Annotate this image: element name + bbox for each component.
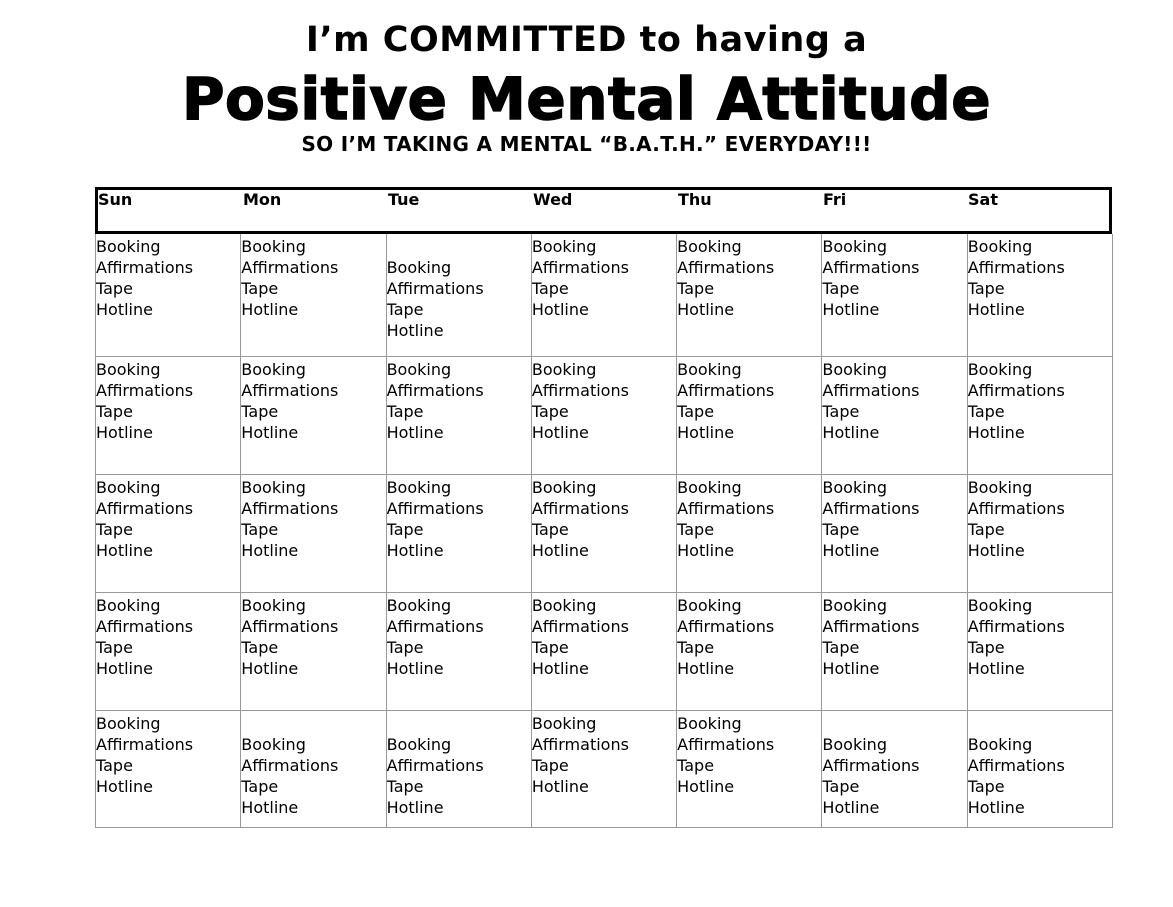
checklist-item: Booking — [677, 360, 742, 379]
checklist-item: Affirmations — [531, 499, 629, 518]
checklist-item: Tape — [822, 520, 860, 539]
checklist-item: Tape — [386, 300, 424, 319]
checklist-item: Tape — [967, 402, 1005, 421]
checklist-item: Affirmations — [241, 258, 339, 277]
checklist-item: Affirmations — [677, 258, 775, 277]
day-cell — [822, 593, 967, 711]
day-cell — [241, 711, 386, 828]
checklist-item: Hotline — [241, 423, 299, 442]
checklist-item: Tape — [241, 777, 279, 796]
checklist-item: Booking — [822, 360, 887, 379]
checklist-item: Tape — [677, 520, 715, 539]
day-cell — [822, 234, 967, 357]
day-cell — [96, 234, 241, 357]
checklist-item: Booking — [967, 596, 1033, 615]
day-cell — [241, 475, 386, 593]
checklist-item: Affirmations — [531, 258, 629, 277]
checklist-item: Booking — [96, 478, 161, 497]
checklist-item: Tape — [531, 520, 569, 539]
checklist-item: Affirmations — [677, 381, 775, 400]
checklist-item: Affirmations — [967, 499, 1065, 518]
checklist-item: Booking — [386, 735, 452, 754]
checklist-item: Affirmations — [531, 617, 629, 636]
day-cell — [677, 234, 822, 357]
checklist-item: Affirmations — [822, 499, 920, 518]
checklist-item: Affirmations — [967, 381, 1065, 400]
checklist-item: Booking — [386, 478, 452, 497]
checklist-item: Affirmations — [822, 258, 920, 277]
checklist-item: Affirmations — [386, 499, 484, 518]
checklist-item: Booking — [677, 478, 742, 497]
checklist-item: Tape — [822, 402, 860, 421]
checklist-item: Hotline — [531, 659, 589, 678]
checklist-item: Tape — [241, 279, 279, 298]
checklist-item: Hotline — [822, 423, 880, 442]
checklist-item: Tape — [822, 777, 860, 796]
checklist-item: Tape — [677, 402, 715, 421]
checklist-item: Tape — [241, 520, 279, 539]
checklist-item: Booking — [96, 360, 161, 379]
day-cell — [532, 593, 677, 711]
checklist-item: Tape — [531, 638, 569, 657]
title-line-2: Positive Mental Attitude — [181, 65, 992, 133]
checklist-item: Hotline — [386, 321, 444, 340]
calendar-header-row — [95, 187, 1112, 234]
checklist-item: Booking — [531, 360, 597, 379]
day-cell — [532, 357, 677, 475]
checklist-item: Tape — [967, 279, 1005, 298]
checklist-item: Affirmations — [822, 756, 920, 775]
checklist-item: Hotline — [677, 659, 735, 678]
day-cell — [387, 357, 532, 475]
checklist-item: Hotline — [96, 423, 153, 442]
checklist-item: Hotline — [531, 541, 589, 560]
checklist-item: Hotline — [967, 300, 1025, 319]
day-cell — [241, 234, 386, 357]
checklist-item: Hotline — [386, 659, 444, 678]
calendar-grid — [95, 234, 1112, 828]
checklist-item: Booking — [822, 237, 887, 256]
checklist-item: Affirmations — [822, 617, 920, 636]
checklist-item: Hotline — [386, 423, 444, 442]
day-cell — [96, 357, 241, 475]
checklist-item: Hotline — [967, 423, 1025, 442]
day-cell — [532, 234, 677, 357]
checklist-item: Hotline — [677, 541, 735, 560]
checklist-item: Booking — [531, 714, 597, 733]
checklist-item: Tape — [96, 756, 133, 775]
checklist-item: Tape — [677, 279, 715, 298]
checklist-item: Booking — [967, 478, 1033, 497]
day-name-sat: Sat — [968, 190, 998, 209]
checklist-item: Booking — [967, 735, 1033, 754]
checklist-item: Affirmations — [822, 381, 920, 400]
checklist-item: Affirmations — [386, 617, 484, 636]
checklist-item: Affirmations — [967, 617, 1065, 636]
checklist-item: Booking — [967, 360, 1033, 379]
checklist-item: Hotline — [967, 659, 1025, 678]
checklist-item: Hotline — [96, 777, 153, 796]
checklist-item: Tape — [241, 638, 279, 657]
checklist-item: Tape — [677, 638, 715, 657]
checklist-item: Booking — [531, 478, 597, 497]
checklist-item: Hotline — [531, 777, 589, 796]
checklist-item: Booking — [241, 596, 306, 615]
day-name-sun: Sun — [98, 190, 133, 209]
checklist-item: Hotline — [96, 659, 153, 678]
day-name-wed: Wed — [533, 190, 573, 209]
checklist-item: Booking — [96, 714, 161, 733]
calendar — [95, 187, 1112, 828]
day-cell — [96, 475, 241, 593]
checklist-item: Hotline — [677, 777, 735, 796]
checklist-item: Affirmations — [967, 258, 1065, 277]
day-cell — [968, 475, 1113, 593]
checklist-item: Affirmations — [386, 279, 484, 298]
day-cell — [677, 593, 822, 711]
checklist-item: Hotline — [677, 300, 735, 319]
checklist-item: Booking — [241, 237, 306, 256]
checklist-item: Hotline — [531, 423, 589, 442]
day-cell — [387, 475, 532, 593]
checklist-item: Tape — [96, 279, 133, 298]
checklist-item: Booking — [241, 478, 306, 497]
day-name-thu: Thu — [678, 190, 712, 209]
checklist-item: Booking — [677, 237, 742, 256]
checklist-item: Booking — [386, 596, 452, 615]
checklist-item: Hotline — [241, 300, 299, 319]
day-cell — [532, 475, 677, 593]
checklist-item: Hotline — [386, 541, 444, 560]
checklist-item: Hotline — [241, 541, 299, 560]
checklist-item: Affirmations — [96, 258, 194, 277]
checklist-item: Hotline — [677, 423, 735, 442]
checklist-item: Booking — [386, 258, 452, 277]
title-line-1: I’m COMMITTED to having a — [305, 20, 868, 60]
checklist-item: Affirmations — [677, 617, 775, 636]
checklist-item: Hotline — [822, 798, 880, 817]
checklist-item: Booking — [531, 596, 597, 615]
day-cell — [822, 711, 967, 828]
checklist-item: Hotline — [822, 659, 880, 678]
checklist-item: Affirmations — [531, 381, 629, 400]
day-cell — [241, 357, 386, 475]
title-line-3: SO I’M TAKING A MENTAL “B.A.T.H.” EVERYDAY!!! — [301, 132, 872, 156]
checklist-item: Booking — [96, 237, 161, 256]
checklist-item: Tape — [822, 279, 860, 298]
checklist-item: Affirmations — [241, 499, 339, 518]
checklist-item: Affirmations — [677, 735, 775, 754]
day-name-fri: Fri — [823, 190, 847, 209]
checklist-item: Tape — [967, 520, 1005, 539]
checklist-item: Booking — [822, 596, 887, 615]
checklist-item: Tape — [386, 520, 424, 539]
checklist-item: Hotline — [531, 300, 589, 319]
checklist-item: Booking — [822, 735, 887, 754]
checklist-item: Tape — [531, 756, 569, 775]
checklist-item: Hotline — [96, 300, 153, 319]
checklist-item: Tape — [96, 402, 133, 421]
checklist-item: Booking — [967, 237, 1033, 256]
checklist-item: Tape — [822, 638, 860, 657]
checklist-item: Tape — [531, 279, 569, 298]
checklist-item: Affirmations — [96, 381, 194, 400]
day-cell — [968, 357, 1113, 475]
day-cell — [822, 475, 967, 593]
checklist-item: Tape — [96, 638, 133, 657]
checklist-item: Hotline — [241, 659, 299, 678]
checklist-item: Tape — [531, 402, 569, 421]
checklist-item: Affirmations — [96, 735, 194, 754]
day-cell — [968, 593, 1113, 711]
checklist-item: Booking — [531, 237, 597, 256]
day-cell — [96, 711, 241, 828]
day-cell — [387, 234, 532, 357]
checklist-item: Affirmations — [96, 617, 194, 636]
day-cell — [677, 711, 822, 828]
checklist-item: Hotline — [822, 541, 880, 560]
day-cell — [968, 711, 1113, 828]
day-cell — [387, 593, 532, 711]
day-cell — [677, 475, 822, 593]
checklist-item: Tape — [677, 756, 715, 775]
checklist-item: Booking — [96, 596, 161, 615]
checklist-item: Booking — [241, 360, 306, 379]
checklist-item: Hotline — [822, 300, 880, 319]
checklist-item: Affirmations — [386, 756, 484, 775]
day-cell — [241, 593, 386, 711]
checklist-item: Hotline — [967, 541, 1025, 560]
day-cell — [387, 711, 532, 828]
checklist-item: Booking — [386, 360, 452, 379]
checklist-item: Affirmations — [241, 756, 339, 775]
checklist-item: Tape — [386, 777, 424, 796]
checklist-item: Affirmations — [677, 499, 775, 518]
checklist-item: Tape — [241, 402, 279, 421]
day-cell — [677, 357, 822, 475]
day-cell — [822, 357, 967, 475]
checklist-item: Affirmations — [241, 381, 339, 400]
day-name-tue: Tue — [388, 190, 420, 209]
checklist-item: Booking — [241, 735, 306, 754]
checklist-item: Tape — [967, 777, 1005, 796]
checklist-item: Hotline — [967, 798, 1025, 817]
day-cell — [96, 593, 241, 711]
checklist-item: Affirmations — [241, 617, 339, 636]
day-cell — [968, 234, 1113, 357]
checklist-item: Affirmations — [386, 381, 484, 400]
checklist-item: Booking — [677, 714, 742, 733]
day-cell — [532, 711, 677, 828]
day-name-mon: Mon — [243, 190, 282, 209]
checklist-item: Affirmations — [967, 756, 1065, 775]
checklist-item: Hotline — [96, 541, 153, 560]
checklist-item: Tape — [967, 638, 1005, 657]
checklist-item: Affirmations — [531, 735, 629, 754]
checklist-item: Tape — [386, 402, 424, 421]
checklist-item: Booking — [677, 596, 742, 615]
checklist-item: Affirmations — [96, 499, 194, 518]
checklist-item: Tape — [96, 520, 133, 539]
checklist-item: Hotline — [386, 798, 444, 817]
checklist-item: Tape — [386, 638, 424, 657]
checklist-item: Booking — [822, 478, 887, 497]
checklist-item: Hotline — [241, 798, 299, 817]
